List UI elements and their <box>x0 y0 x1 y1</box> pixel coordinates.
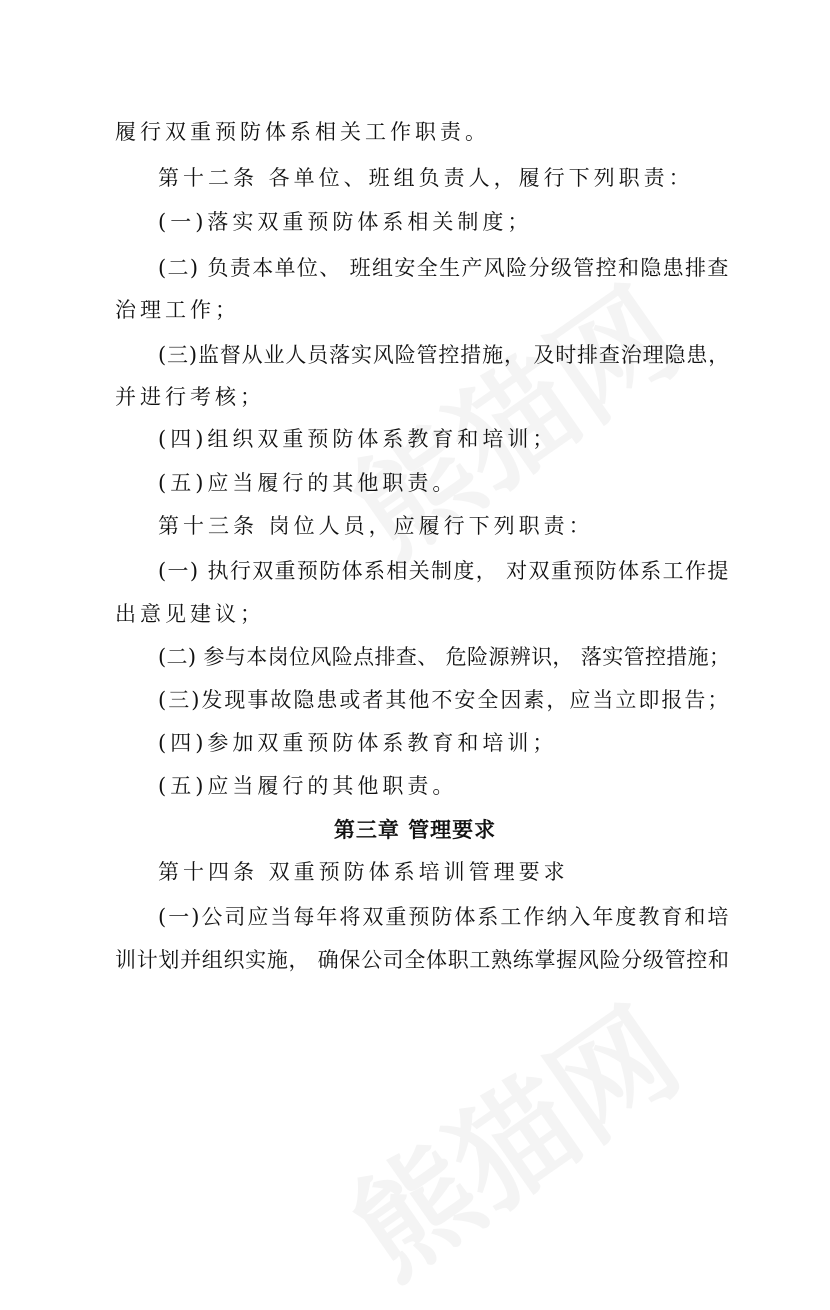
text-line: (二) 负责本单位、 班组安全生产风险分级管控和隐患排查 <box>158 256 730 280</box>
text-line: 训计划并组织实施， 确保公司全体职工熟练掌握风险分级管控和 <box>115 948 730 972</box>
text-line: (一)公司应当每年将双重预防体系工作纳入年度教育和培 <box>158 905 731 929</box>
text-line: (四)组织双重预防体系教育和培训； <box>158 427 558 451</box>
article-14-title: 第十四条 双重预防体系培训管理要求 <box>158 860 569 884</box>
text-line: (三)监督从业人员落实风险管控措施， 及时排查治理隐患， <box>158 343 731 367</box>
text-line: (一) 执行双重预防体系相关制度， 对双重预防体系工作提 <box>158 559 730 583</box>
article-12-title: 第十二条 各单位、班组负责人，履行下列职责： <box>158 166 694 190</box>
text-line: 并进行考核； <box>115 385 265 409</box>
text-line: (三)发现事故隐患或者其他不安全因素，应当立即报告； <box>158 688 731 712</box>
text-line: (五)应当履行的其他职责。 <box>158 471 458 495</box>
text-line: 出意见建议； <box>115 602 265 626</box>
text-line: 治理工作； <box>115 298 240 322</box>
text-line: (二) 参与本岗位风险点排查、 危险源辨识， 落实管控措施； <box>158 645 731 669</box>
text-line: 履行双重预防体系相关工作职责。 <box>115 120 490 144</box>
article-13-title: 第十三条 岗位人员，应履行下列职责： <box>158 514 594 538</box>
text-line: (五)应当履行的其他职责。 <box>158 774 458 798</box>
watermark <box>313 962 707 1309</box>
chapter-heading: 第三章 管理要求 <box>333 818 497 842</box>
text-line: (一)落实双重预防体系相关制度； <box>158 210 533 234</box>
text-line: (四)参加双重预防体系教育和培训； <box>158 731 558 755</box>
